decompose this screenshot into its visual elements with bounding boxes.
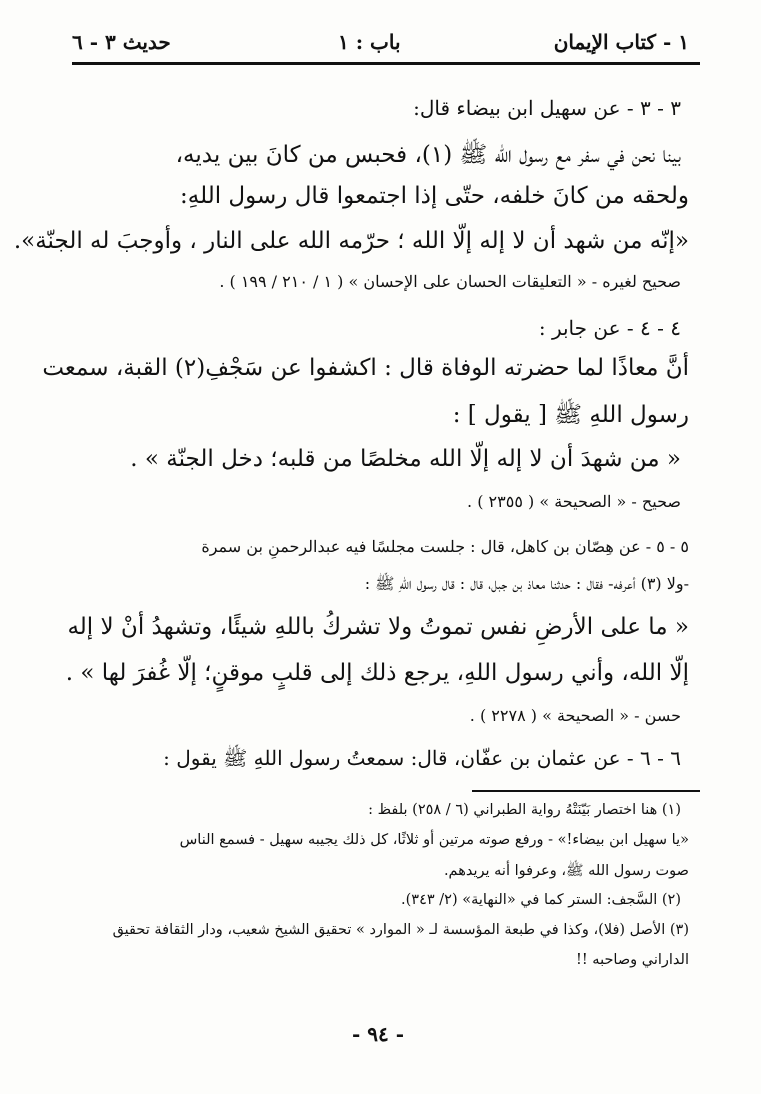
page-number: - ٩٤ - [352, 1022, 405, 1046]
header-chapter: باب : ١ [338, 30, 401, 54]
footnote-1-line: «يا سهيل ابن بيضاء!» - ورفع صوته مرتين أو ثلاثًا، كل ذلك يجيبه سهيل - فسمع الناس [179, 832, 689, 848]
hadith-3-text-line: بينا نحن في سفر مع رسول الله ﷺ (١)، فحبس من كانَ بين يديه، [175, 142, 681, 168]
hadith-3-grade: صحيح لغيره - « التعليقات الحسان على الإحسان » ( ١ / ٢١٠ / ١٩٩ ) . [219, 272, 681, 291]
hadith-4-text-line: أنَّ معاذًا لما حضرته الوفاة قال : اكشفوا عن سَجْفِ(٢) القبة، سمعت [42, 355, 689, 381]
footnote-rule [472, 790, 700, 792]
hadith-3-intro: ٣ - ٣ - عن سهيل ابن بيضاء قال: [413, 96, 681, 120]
hadith-4-quote: « من شهدَ أن لا إله إلّا الله مخلصًا من قلبه؛ دخل الجنّة » . [130, 446, 681, 472]
hadith-4-intro: ٤ - ٤ - عن جابر : [538, 316, 681, 340]
footnote-1-line: صوت رسول الله ﷺ، وعرفوا أنه يريدهم. [443, 863, 689, 879]
header-hadith-range: حديث ٣ - ٦ [72, 30, 171, 54]
hadith-4-grade: صحيح - « الصحيحة » ( ٢٣٥٥ ) . [467, 492, 681, 511]
hadith-3-text-line: ولحقه من كانَ خلفه، حتّى إذا اجتمعوا قال رسول اللهِ: [180, 183, 689, 209]
header-book-title: ١ - كتاب الإيمان [553, 30, 689, 54]
hadith-5-intro: ٥ - ٥ - عن هِصّان بن كاهل، قال : جلست مجلسًا فيه عبدالرحمنِ بن سمرة [201, 537, 689, 556]
footnote-1-line: (١) هنا اختصار بَيّنَتْهُ رواية الطبراني (٦ / ٢٥٨) بلفظ : [368, 802, 681, 818]
footnote-3-line: الداراني وصاحبه !! [576, 952, 689, 968]
footnote-3-line: (٣) الأصل (فلا)، وكذا في طبعة المؤسسة لـ « الموارد » تحقيق الشيخ شعيب، ودار الثقافة تحقيق [112, 922, 689, 938]
hadith-5-quote: « ما على الأرضِ نفس تموتُ ولا تشركُ باللهِ شيئًا، وتشهدُ أنْ لا إله [67, 614, 689, 640]
footnote-2: (٢) السَّجف: الستر كما في «النهاية» (٢/ ٣٤٣). [401, 892, 681, 908]
hadith-3-quote: «إنّه من شهد أن لا إله إلّا الله ؛ حرّمه الله على النار ، وأوجبَ له الجنّة». [13, 228, 689, 254]
hadith-4-text-line: رسول اللهِ ﷺ [ يقول ] : [452, 402, 689, 428]
hadith-5-grade: حسن - « الصحيحة » ( ٢٢٧٨ ) . [469, 706, 681, 725]
header-rule [72, 62, 700, 65]
hadith-5-text-line: -ولا (٣) أعرفه- فقال : حدثنا معاذ بن جبل، قال : قال رسول اللهِ ﷺ : [364, 574, 689, 593]
hadith-5-quote: إلّا الله، وأني رسول اللهِ، يرجع ذلك إلى قلبٍ موقنٍ؛ إلّا غُفرَ لها » . [65, 660, 689, 686]
hadith-6-intro: ٦ - ٦ - عن عثمان بن عفّان، قال: سمعتُ رسول اللهِ ﷺ يقول : [163, 746, 681, 770]
